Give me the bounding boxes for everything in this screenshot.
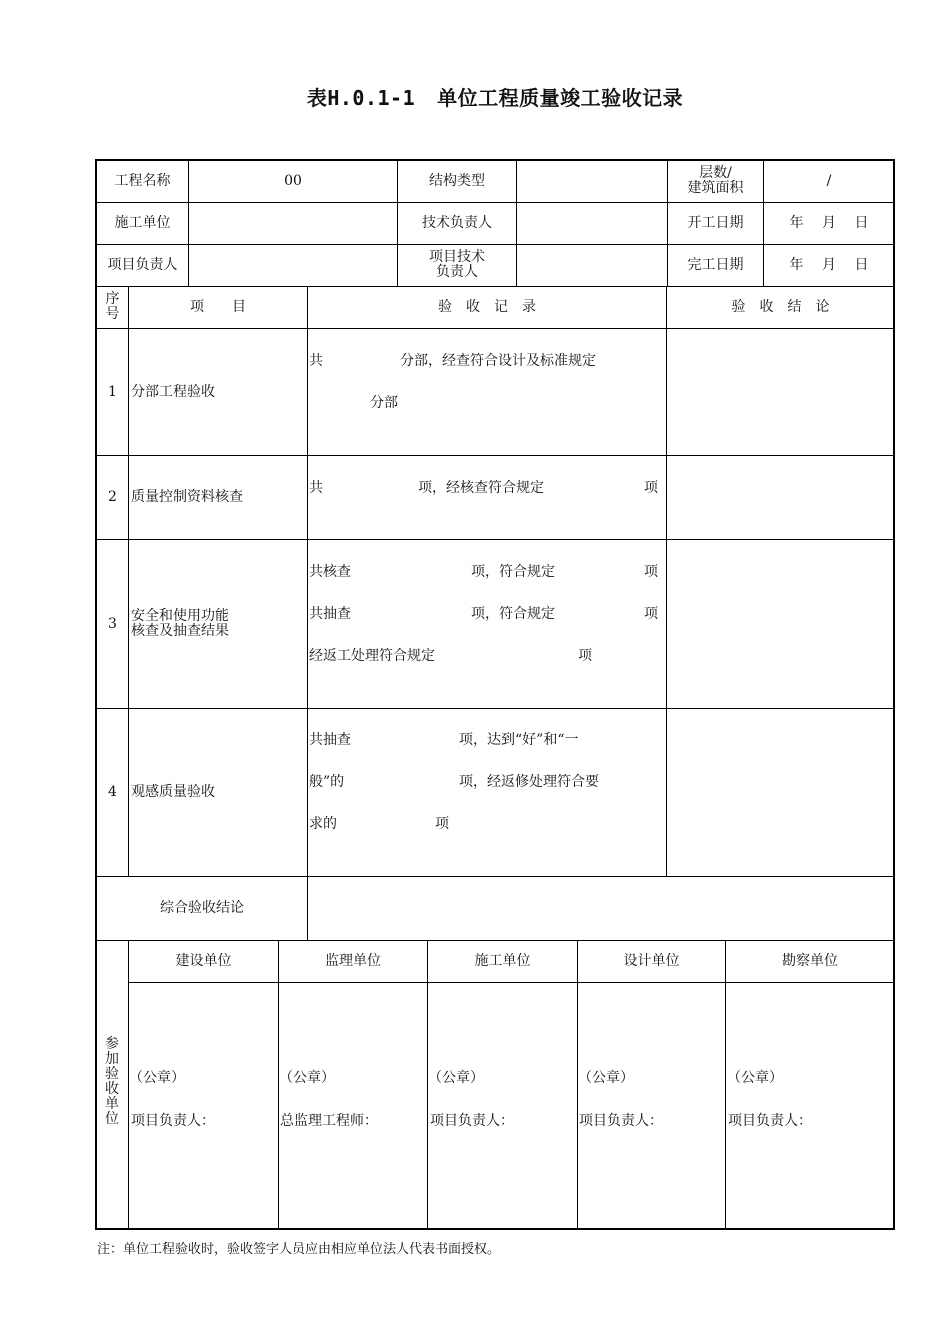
record-text: 经返工处理符合规定 — [309, 648, 435, 664]
record-text: 项 — [578, 648, 592, 664]
seal-text: （公章） — [578, 1070, 634, 1086]
seal-text: （公章） — [129, 1070, 185, 1086]
finish-date-value: 年 月 日 — [789, 257, 869, 273]
border-bottom — [95, 1228, 895, 1230]
floors-area-label: 层数/ — [699, 165, 732, 181]
start-date-label: 开工日期 — [687, 215, 744, 231]
divider — [95, 244, 895, 245]
seq-header: 序 — [105, 291, 120, 307]
unit-name: 建设单位 — [175, 953, 232, 969]
divider — [725, 940, 726, 1229]
floors-area-value: / — [826, 173, 832, 189]
project-tech-lead-label: 负责人 — [436, 264, 478, 280]
record-text: 共核查 — [309, 564, 351, 580]
record-header: 验 收 记 录 — [438, 299, 536, 315]
structure-type-label: 结构类型 — [429, 173, 485, 189]
row-item: 核查及抽查结果 — [131, 623, 229, 639]
record-text: 共 — [309, 353, 323, 369]
finish-date-label: 完工日期 — [687, 257, 744, 273]
divider — [95, 202, 895, 203]
form-code: 表H.0.1-1 — [306, 86, 416, 110]
record-text: 项 — [644, 606, 658, 622]
record-text: 项，经返修处理符合要 — [459, 774, 599, 790]
acceptance-form — [95, 159, 895, 1230]
record-text: 项，符合规定 — [471, 564, 555, 580]
row-item: 观感质量验收 — [131, 784, 215, 800]
divider — [95, 876, 895, 877]
record-text: 共 — [309, 480, 323, 496]
row-item: 分部工程验收 — [131, 384, 215, 400]
signer-label: 项目负责人： — [430, 1113, 514, 1129]
footnote: 注：单位工程验收时，验收签字人员应由相应单位法人代表书面授权。 — [97, 1242, 501, 1257]
divider — [307, 286, 308, 941]
record-text: 项 — [435, 816, 449, 832]
item-header: 项 目 — [190, 299, 246, 315]
record-text: 项，符合规定 — [471, 606, 555, 622]
row-number: 1 — [108, 384, 117, 400]
border-top — [95, 159, 895, 161]
participants-side-label: 参加验收单位 — [105, 1036, 119, 1127]
unit-name: 施工单位 — [474, 953, 531, 969]
form-title: 单位工程质量竣工验收记录 — [437, 86, 684, 110]
divider — [95, 539, 895, 540]
divider — [666, 286, 667, 877]
signer-label: 总监理工程师： — [280, 1113, 378, 1129]
divider — [95, 286, 895, 287]
unit-name: 设计单位 — [623, 953, 680, 969]
row-number: 4 — [108, 784, 117, 800]
signer-label: 项目负责人： — [579, 1113, 663, 1129]
record-text: 求的 — [309, 816, 337, 832]
page-title — [0, 82, 950, 111]
seal-text: （公章） — [727, 1070, 783, 1086]
signer-label: 项目负责人： — [131, 1113, 215, 1129]
record-text: 共抽查 — [309, 732, 351, 748]
record-text: 项 — [644, 564, 658, 580]
border-right — [893, 159, 895, 1230]
divider — [95, 455, 895, 456]
record-text: 分部，经查符合设计及标准规定 — [400, 353, 596, 369]
record-text: 项，达到“好”和“一 — [459, 732, 579, 748]
record-text: 共抽查 — [309, 606, 351, 622]
divider — [128, 286, 129, 877]
divider — [95, 940, 895, 941]
divider — [128, 982, 895, 983]
record-text: 分部 — [370, 395, 398, 411]
floors-area-label: 建筑面积 — [687, 180, 744, 196]
seal-text: （公章） — [279, 1070, 335, 1086]
row-number: 3 — [108, 616, 117, 632]
record-text: 项，经核查符合规定 — [418, 480, 544, 496]
project-manager-label: 项目负责人 — [107, 257, 178, 273]
summary-label: 综合验收结论 — [160, 900, 244, 916]
seal-text: （公章） — [428, 1070, 484, 1086]
signer-label: 项目负责人： — [728, 1113, 812, 1129]
start-date-value: 年 月 日 — [789, 215, 869, 231]
record-text: 般”的 — [309, 774, 345, 790]
project-name-value: 00 — [284, 173, 302, 189]
project-name-label: 工程名称 — [114, 173, 171, 189]
row-item: 质量控制资料核查 — [131, 489, 243, 505]
seq-header: 号 — [105, 306, 120, 322]
unit-name: 勘察单位 — [782, 953, 838, 969]
row-number: 2 — [108, 489, 117, 505]
tech-lead-label: 技术负责人 — [422, 215, 492, 231]
unit-name: 监理单位 — [325, 953, 381, 969]
project-tech-lead-label: 项目技术 — [429, 249, 485, 265]
divider — [95, 708, 895, 709]
record-text: 项 — [644, 480, 658, 496]
conclusion-header: 验 收 结 论 — [731, 299, 830, 315]
construction-unit-label: 施工单位 — [114, 215, 171, 231]
row-item: 安全和使用功能 — [131, 608, 229, 624]
divider — [516, 159, 517, 287]
divider — [95, 328, 895, 329]
